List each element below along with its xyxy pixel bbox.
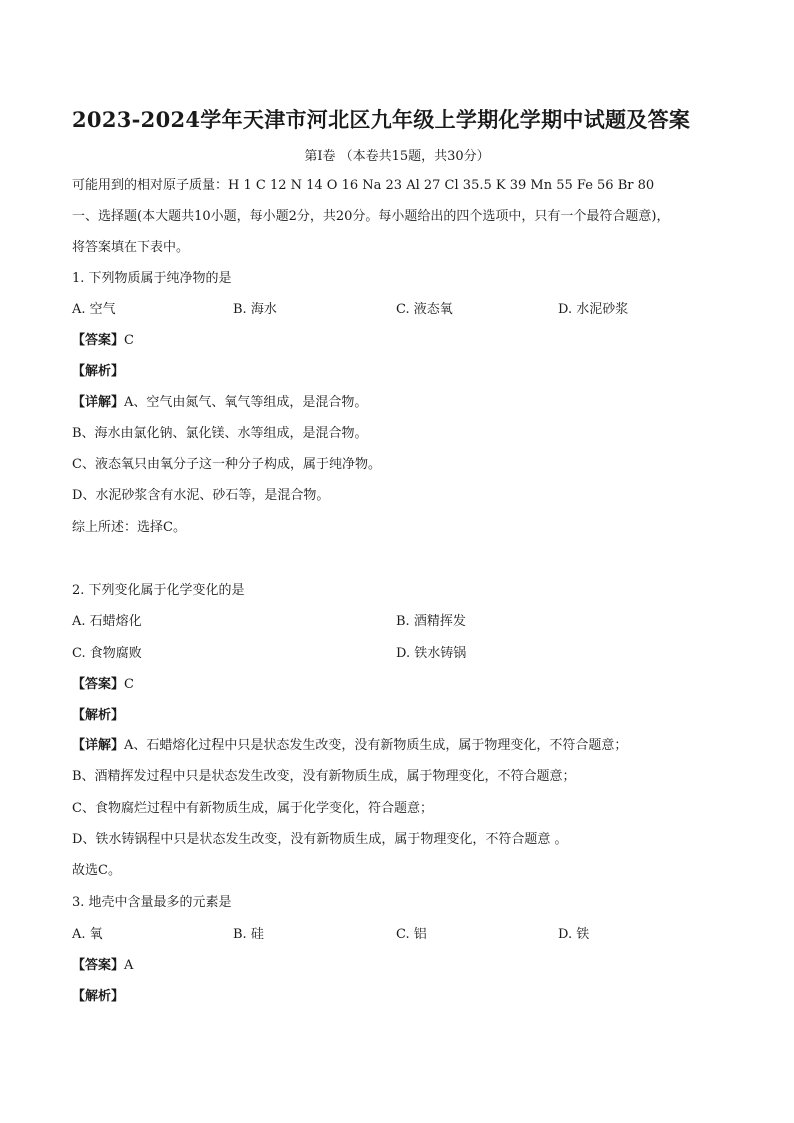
atomic-masses: 可能用到的相对原子质量：H 1 C 12 N 14 O 16 Na 23 Al 27 Cl 35.5 K 39 Mn 55 Fe 56 Br 80	[72, 178, 655, 193]
q1-stem: 1. 下列物质属于纯净物的是	[72, 271, 232, 286]
q1-option-d: D. 水泥砂浆	[558, 302, 629, 317]
q1-detail-line-d: D、水泥砂浆含有水泥、砂石等，是混合物。	[72, 488, 330, 503]
q3-answer	[72, 957, 133, 975]
q3-option-b: B. 硅	[233, 927, 264, 942]
detail-label: 【详解】	[72, 395, 125, 410]
q2-detail-line-b: B、酒精挥发过程中只是状态发生改变，没有新物质生成，属于物理变化，不符合题意；	[72, 769, 576, 784]
q3-option-d: D. 铁	[558, 927, 590, 942]
q1-answer	[72, 332, 134, 350]
q2-answer	[72, 676, 134, 694]
q1-answer-value: C	[124, 333, 134, 348]
q3-stem: 3. 地壳中含量最多的元素是	[72, 895, 232, 910]
q2-option-c: C. 食物腐败	[72, 646, 142, 661]
q3-analysis	[72, 988, 124, 1006]
q1-conclusion: 综上所述：选择C。	[72, 520, 186, 535]
answer-label: 【答案】	[72, 677, 125, 692]
q2-detail-line-d: D、铁水铸锅程中只是状态发生改变，没有新物质生成，属于物理变化，不符合题意 。	[72, 832, 568, 847]
section-instructions-line2: 将答案填在下表中。	[72, 240, 190, 255]
q1-detail-line-b: B、海水由氯化钠、氯化镁、水等组成，是混合物。	[72, 426, 368, 441]
section-instructions-line1: 一、选择题(本大题共10小题，每小题2分，共20分。每小题给出的四个选项中，只有一个最符合题意)，	[72, 209, 670, 224]
q3-option-a: A. 氧	[72, 927, 103, 942]
q1-detail-text: A、空气由氮气、氧气等组成，是混合物。	[124, 395, 368, 410]
q2-analysis	[72, 707, 124, 725]
q1-option-c: C. 液态氧	[396, 302, 453, 317]
q2-option-b: B. 酒精挥发	[396, 614, 466, 629]
q2-detail	[72, 737, 627, 755]
page-title: 2023-2024学年天津市河北区九年级上学期化学期中试题及答案	[72, 107, 691, 132]
q2-option-d: D. 铁水铸锅	[396, 646, 467, 661]
answer-label: 【答案】	[72, 958, 125, 973]
answer-label: 【答案】	[72, 333, 125, 348]
q2-answer-value: C	[124, 677, 134, 692]
section-subtitle: 第Ⅰ卷 （本卷共15题，共30分）	[304, 149, 490, 164]
q1-detail-line-c: C、液态氧只由氧分子这一种分子构成，属于纯净物。	[72, 457, 381, 472]
analysis-label: 【解析】	[72, 708, 125, 723]
q2-stem: 2. 下列变化属于化学变化的是	[72, 583, 245, 598]
q3-answer-value: A	[124, 958, 134, 973]
detail-label: 【详解】	[72, 738, 125, 753]
q1-detail	[72, 394, 367, 412]
analysis-label: 【解析】	[72, 364, 125, 379]
q1-analysis	[72, 363, 124, 381]
q2-detail-text: A、石蜡熔化过程中只是状态发生改变，没有新物质生成，属于物理变化，不符合题意；	[124, 738, 628, 753]
q1-option-a: A. 空气	[72, 302, 116, 317]
q3-option-c: C. 铝	[396, 927, 427, 942]
q2-conclusion: 故选C。	[72, 863, 121, 878]
q1-option-b: B. 海水	[233, 302, 277, 317]
q2-option-a: A. 石蜡熔化	[72, 614, 142, 629]
analysis-label: 【解析】	[72, 989, 125, 1004]
q2-detail-line-c: C、食物腐烂过程中有新物质生成，属于化学变化，符合题意；	[72, 801, 433, 816]
